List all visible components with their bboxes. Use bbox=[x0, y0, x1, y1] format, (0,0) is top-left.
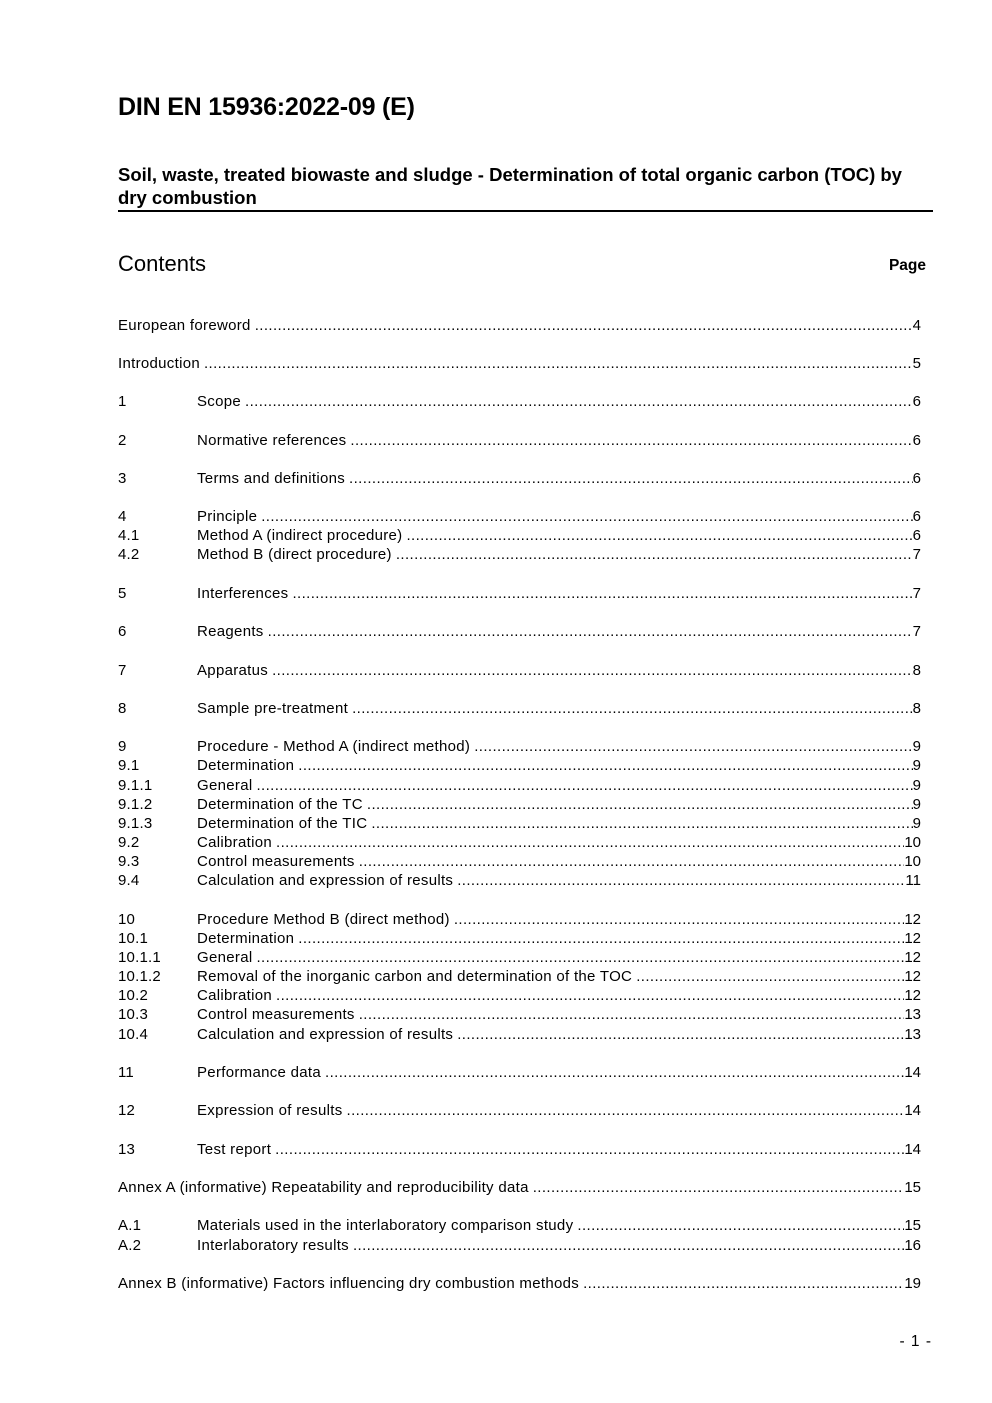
toc-number: 5 bbox=[118, 585, 127, 602]
toc-number: 9.3 bbox=[118, 853, 140, 870]
toc-leader-dots bbox=[457, 871, 905, 890]
toc-page-number: 5 bbox=[912, 355, 921, 372]
toc-title: Reagents bbox=[197, 623, 264, 640]
toc-leader-dots bbox=[256, 776, 912, 795]
toc-entry-10-3[interactable] bbox=[118, 1005, 921, 1024]
toc-leader-dots bbox=[371, 814, 912, 833]
toc-number: 12 bbox=[118, 1102, 136, 1119]
toc-page-number: 11 bbox=[905, 872, 921, 889]
toc-leader-dots bbox=[255, 316, 913, 335]
toc-title: Removal of the inorganic carbon and determination of the TOC bbox=[197, 968, 633, 985]
toc-page-number: 7 bbox=[912, 546, 921, 563]
page-column-label: Page bbox=[888, 257, 926, 274]
toc-number: 10 bbox=[118, 911, 136, 928]
toc-page-number: 13 bbox=[904, 1006, 921, 1023]
toc-leader-dots bbox=[325, 1063, 904, 1082]
toc-leader-dots bbox=[457, 1025, 904, 1044]
toc-leader-dots bbox=[292, 584, 912, 603]
toc-title: Scope bbox=[197, 393, 242, 410]
toc-entry-10-1-1[interactable] bbox=[118, 948, 921, 967]
toc-number: 10.3 bbox=[118, 1006, 148, 1023]
toc-number: 9.2 bbox=[118, 834, 140, 851]
toc-page-number: 9 bbox=[912, 815, 921, 832]
toc-entry-introduction[interactable] bbox=[118, 354, 921, 373]
toc-page-number: 13 bbox=[904, 1026, 921, 1043]
toc-leader-dots bbox=[349, 469, 913, 488]
toc-title: Normative references bbox=[197, 432, 347, 449]
toc-entry-7[interactable] bbox=[118, 661, 921, 680]
toc-entry-8[interactable] bbox=[118, 699, 921, 718]
toc-leader-dots bbox=[298, 929, 904, 948]
toc-number: 4.1 bbox=[118, 527, 140, 544]
toc-leader-dots bbox=[474, 737, 912, 756]
toc-title: Expression of results bbox=[197, 1102, 343, 1119]
toc-number: 8 bbox=[118, 700, 127, 717]
toc-entry-9-1[interactable] bbox=[118, 756, 921, 775]
toc-number: 10.1 bbox=[118, 930, 148, 947]
toc-number: 4 bbox=[118, 508, 127, 525]
toc-entry-9-4[interactable] bbox=[118, 871, 921, 890]
toc-leader-dots bbox=[272, 661, 913, 680]
toc-page-number: 9 bbox=[912, 796, 921, 813]
toc-page-number: 10 bbox=[904, 853, 921, 870]
toc-title: Test report bbox=[197, 1141, 272, 1158]
toc-title: Calibration bbox=[197, 987, 273, 1004]
toc-number: 9 bbox=[118, 738, 127, 755]
toc-leader-dots bbox=[406, 526, 912, 545]
toc-leader-dots bbox=[276, 833, 904, 852]
toc-page-number: 12 bbox=[904, 911, 921, 928]
toc-entry-9-3[interactable] bbox=[118, 852, 921, 871]
toc-leader-dots bbox=[359, 1005, 905, 1024]
toc-entry-european-foreword[interactable] bbox=[118, 316, 921, 335]
toc-number: 4.2 bbox=[118, 546, 140, 563]
toc-title: Terms and definitions bbox=[197, 470, 346, 487]
document-id: DIN EN 15936:2022-09 (E) bbox=[118, 93, 415, 121]
toc-number: 10.4 bbox=[118, 1026, 148, 1043]
toc-title: Sample pre-treatment bbox=[197, 700, 349, 717]
toc-title: Interlaboratory results bbox=[197, 1237, 349, 1254]
toc-leader-dots bbox=[396, 545, 913, 564]
toc-title: Determination of the TIC bbox=[197, 815, 368, 832]
toc-leader-dots bbox=[454, 910, 904, 929]
toc-page-number: 14 bbox=[904, 1102, 921, 1119]
toc-entry-a-1[interactable] bbox=[118, 1216, 921, 1235]
toc-entry-5[interactable] bbox=[118, 584, 921, 603]
toc-leader-dots bbox=[359, 852, 905, 871]
toc-title: Apparatus bbox=[197, 662, 269, 679]
toc-leader-dots bbox=[636, 967, 904, 986]
toc-number: 11 bbox=[118, 1064, 134, 1081]
toc-number: 9.4 bbox=[118, 872, 140, 889]
toc-entry-9-2[interactable] bbox=[118, 833, 921, 852]
toc-entry-10-1-2[interactable] bbox=[118, 967, 921, 986]
toc-entry-12[interactable] bbox=[118, 1101, 921, 1120]
toc-number: 9.1.1 bbox=[118, 777, 153, 794]
toc-entry-4-2[interactable] bbox=[118, 545, 921, 564]
toc-number: 2 bbox=[118, 432, 127, 449]
toc-number: 6 bbox=[118, 623, 127, 640]
toc-entry-10-2[interactable] bbox=[118, 986, 921, 1005]
toc-entry-9-1-1[interactable] bbox=[118, 776, 921, 795]
toc-number: A.1 bbox=[118, 1217, 142, 1234]
toc-entry-a-2[interactable] bbox=[118, 1236, 921, 1255]
document-title: Soil, waste, treated biowaste and sludge - Determination of total organic carbon (TOC) by dry combustion bbox=[118, 163, 933, 212]
toc-entry-9-1-2[interactable] bbox=[118, 795, 921, 814]
toc-title: Procedure Method B (direct method) bbox=[197, 911, 450, 928]
toc-entry-11[interactable] bbox=[118, 1063, 921, 1082]
toc-title: Procedure - Method A (indirect method) bbox=[197, 738, 471, 755]
toc-title: Calibration bbox=[197, 834, 273, 851]
toc-leader-dots bbox=[256, 948, 904, 967]
toc-entry-10[interactable] bbox=[118, 910, 921, 929]
toc-number: 9.1 bbox=[118, 757, 140, 774]
contents-heading: Contents bbox=[118, 251, 207, 276]
toc-page-number: 12 bbox=[904, 949, 921, 966]
toc-title: Performance data bbox=[197, 1064, 322, 1081]
toc-page-number: 6 bbox=[912, 508, 921, 525]
toc-title: European foreword bbox=[118, 317, 251, 334]
toc-title: Calculation and expression of results bbox=[197, 1026, 454, 1043]
toc-number: 3 bbox=[118, 470, 127, 487]
toc-title: Materials used in the interlaboratory comparison study bbox=[197, 1217, 574, 1234]
toc-title: Interferences bbox=[197, 585, 289, 602]
toc-page-number: 9 bbox=[912, 757, 921, 774]
toc-leader-dots bbox=[298, 756, 912, 775]
toc-title: General bbox=[197, 777, 253, 794]
page-number: - 1 - bbox=[899, 1333, 932, 1350]
toc-page-number: 12 bbox=[904, 987, 921, 1004]
toc-leader-dots bbox=[352, 699, 913, 718]
toc-number: 7 bbox=[118, 662, 127, 679]
toc-page-number: 15 bbox=[904, 1217, 921, 1234]
toc-leader-dots bbox=[268, 622, 913, 641]
toc-entry-10-1[interactable] bbox=[118, 929, 921, 948]
toc-entry-9[interactable] bbox=[118, 737, 921, 756]
toc-number: 9.1.2 bbox=[118, 796, 153, 813]
toc-title: Calculation and expression of results bbox=[197, 872, 454, 889]
toc-page-number: 9 bbox=[912, 738, 921, 755]
toc-entry-10-4[interactable] bbox=[118, 1025, 921, 1044]
toc-title: Principle bbox=[197, 508, 258, 525]
toc-title: Control measurements bbox=[197, 1006, 355, 1023]
toc-title: Annex A (informative) Repeatability and reproducibility data bbox=[118, 1179, 529, 1196]
toc-page-number: 10 bbox=[904, 834, 921, 851]
toc-title: Introduction bbox=[118, 355, 200, 372]
toc-leader-dots bbox=[261, 507, 912, 526]
toc-leader-dots bbox=[347, 1101, 905, 1120]
toc-entry-annex-b[interactable] bbox=[118, 1274, 921, 1293]
toc-number: A.2 bbox=[118, 1237, 142, 1254]
toc-page-number: 9 bbox=[912, 777, 921, 794]
toc-page-number: 12 bbox=[904, 930, 921, 947]
toc-number: 13 bbox=[118, 1141, 136, 1158]
toc-page-number: 6 bbox=[912, 527, 921, 544]
toc-page-number: 8 bbox=[912, 700, 921, 717]
toc-entry-1[interactable] bbox=[118, 392, 921, 411]
toc-entry-annex-a[interactable] bbox=[118, 1178, 921, 1197]
toc-number: 1 bbox=[118, 393, 127, 410]
toc-title: Method A (indirect procedure) bbox=[197, 527, 403, 544]
toc-page-number: 4 bbox=[912, 317, 921, 334]
toc-page-number: 19 bbox=[904, 1275, 921, 1292]
toc-leader-dots bbox=[353, 1236, 904, 1255]
toc-page-number: 6 bbox=[912, 470, 921, 487]
toc-page-number: 6 bbox=[912, 393, 921, 410]
toc-page-number: 12 bbox=[904, 968, 921, 985]
toc-entry-4[interactable] bbox=[118, 507, 921, 526]
toc-page-number: 14 bbox=[904, 1141, 921, 1158]
toc-number: 9.1.3 bbox=[118, 815, 153, 832]
toc-leader-dots bbox=[275, 1140, 904, 1159]
toc-leader-dots bbox=[245, 392, 913, 411]
toc-title: Determination of the TC bbox=[197, 796, 363, 813]
toc-title: General bbox=[197, 949, 253, 966]
toc-page-number: 6 bbox=[912, 432, 921, 449]
toc-leader-dots bbox=[533, 1178, 905, 1197]
toc-number: 10.1.2 bbox=[118, 968, 161, 985]
toc-leader-dots bbox=[204, 354, 913, 373]
toc-leader-dots bbox=[276, 986, 904, 1005]
toc-title: Method B (direct procedure) bbox=[197, 546, 392, 563]
toc-leader-dots bbox=[367, 795, 913, 814]
toc-page-number: 16 bbox=[904, 1237, 921, 1254]
toc-entry-3[interactable] bbox=[118, 469, 921, 488]
toc-title: Control measurements bbox=[197, 853, 355, 870]
toc-leader-dots bbox=[577, 1216, 904, 1235]
toc-title: Determination bbox=[197, 930, 295, 947]
toc-page-number: 7 bbox=[912, 585, 921, 602]
toc-entry-9-1-3[interactable] bbox=[118, 814, 921, 833]
toc-number: 10.2 bbox=[118, 987, 148, 1004]
toc-entry-4-1[interactable] bbox=[118, 526, 921, 545]
toc-entry-2[interactable] bbox=[118, 431, 921, 450]
toc-page-number: 8 bbox=[912, 662, 921, 679]
toc-page-number: 14 bbox=[904, 1064, 921, 1081]
toc-page-number: 7 bbox=[912, 623, 921, 640]
toc-title: Annex B (informative) Factors influencing dry combustion methods bbox=[118, 1275, 580, 1292]
toc-number: 10.1.1 bbox=[118, 949, 161, 966]
toc-leader-dots bbox=[350, 431, 912, 450]
toc-entry-13[interactable] bbox=[118, 1140, 921, 1159]
toc-entry-6[interactable] bbox=[118, 622, 921, 641]
toc-leader-dots bbox=[583, 1274, 904, 1293]
toc-page-number: 15 bbox=[904, 1179, 921, 1196]
toc-title: Determination bbox=[197, 757, 295, 774]
